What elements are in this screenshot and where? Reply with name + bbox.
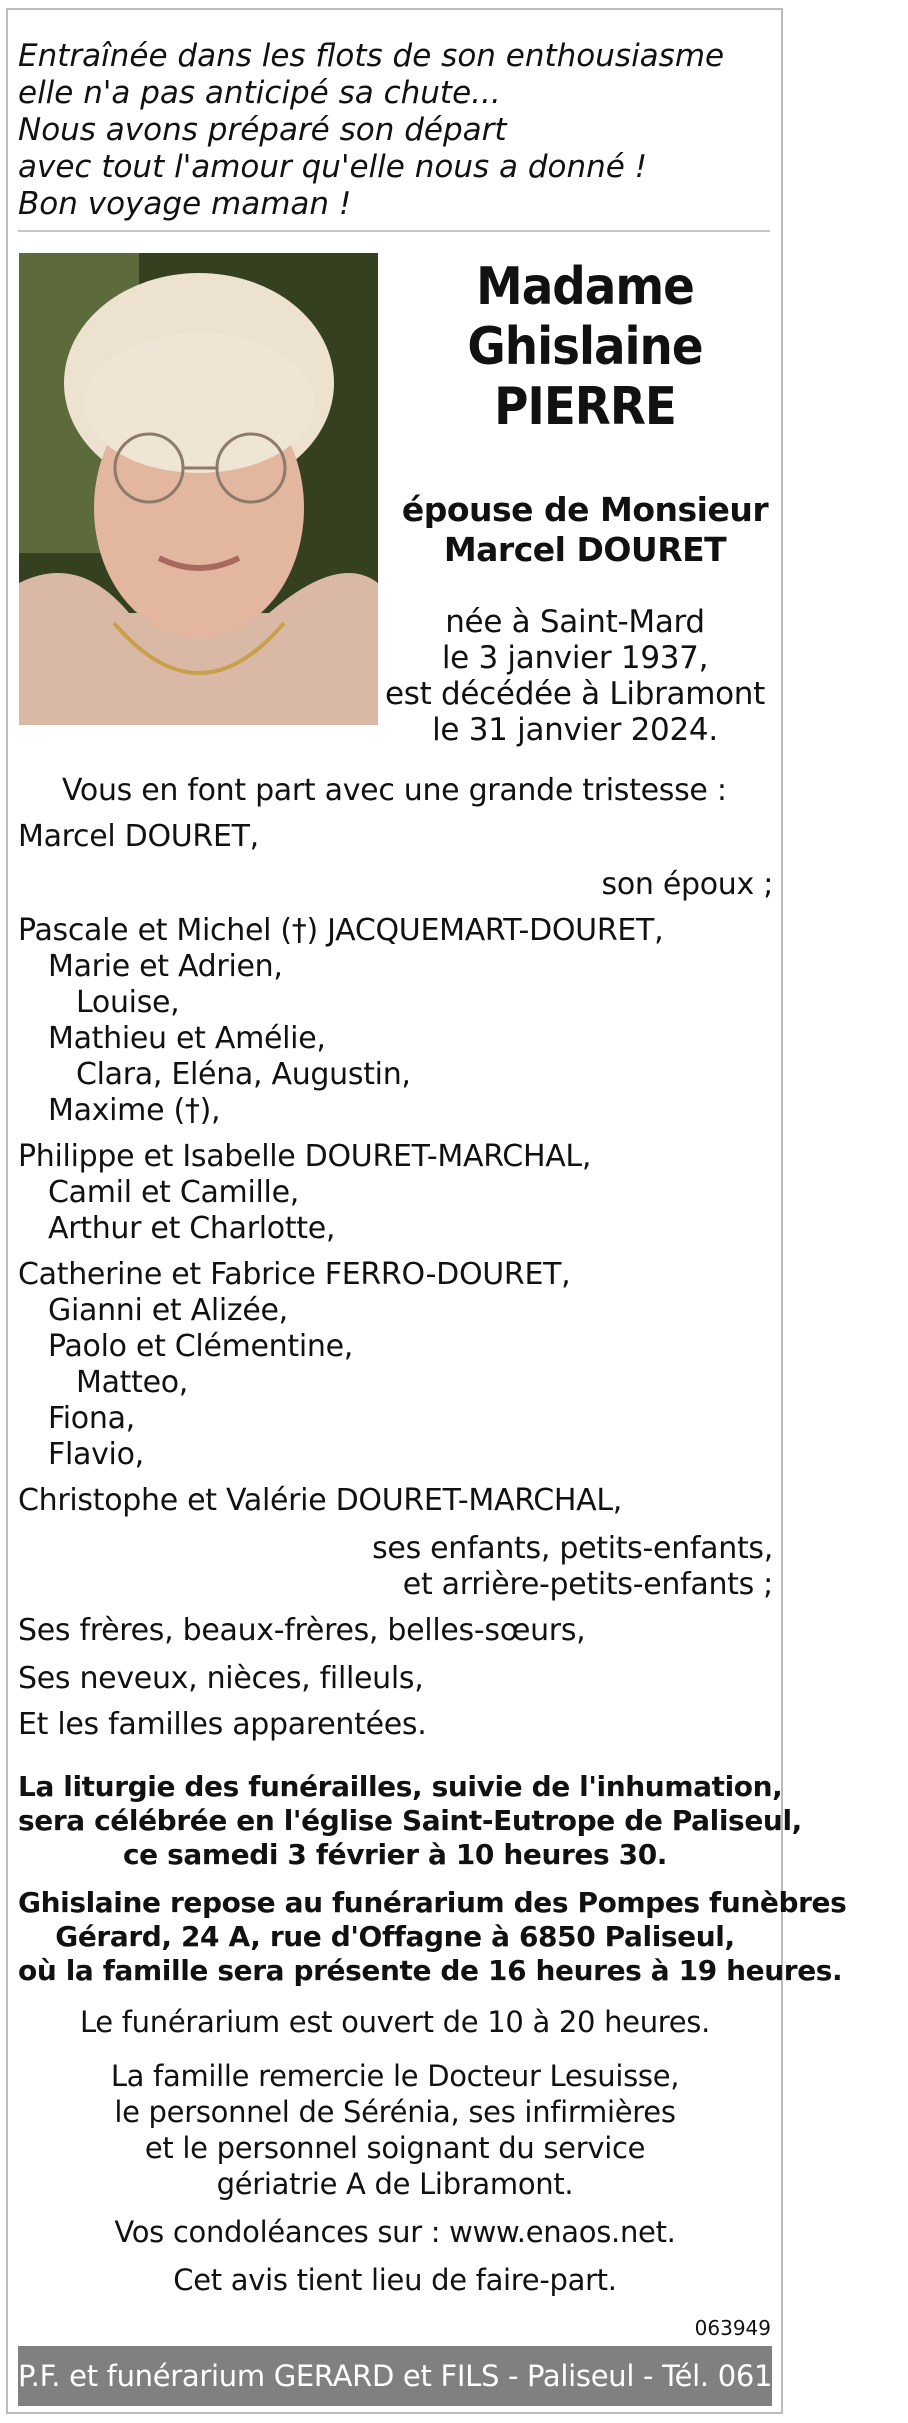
family-member: Arthur et Charlotte, bbox=[48, 1211, 336, 1246]
family-member: Paolo et Clémentine, bbox=[48, 1329, 354, 1364]
family-member: Louise, bbox=[76, 985, 180, 1020]
title: Madame bbox=[476, 257, 694, 317]
family-member: Mathieu et Amélie, bbox=[48, 1021, 326, 1056]
family-member: Camil et Camille, bbox=[48, 1175, 299, 1210]
intro-text: Vous en font part avec une grande tristesse : bbox=[62, 773, 727, 808]
rest-line: Ghislaine repose au funérarium des Pompes funèbres bbox=[18, 1886, 847, 1919]
thanks-line: gériatrie A de Libramont. bbox=[216, 2167, 574, 2201]
thanks-line: le personnel de Sérénia, ses infirmières bbox=[114, 2095, 676, 2129]
thanks-line: La famille remercie le Docteur Lesuisse, bbox=[110, 2059, 680, 2093]
family-member: Gianni et Alizée, bbox=[48, 1293, 288, 1328]
last-name: PIERRE bbox=[494, 377, 676, 437]
divider bbox=[18, 230, 770, 232]
spouse-role: son époux ; bbox=[601, 867, 773, 902]
poem-line: Entraînée dans les flots de son enthousiasme bbox=[18, 38, 725, 74]
birth-death-info bbox=[380, 604, 770, 748]
other-family: Ses frères, beaux-frères, belles-sœurs, bbox=[18, 1613, 586, 1648]
first-name: Ghislaine bbox=[467, 317, 703, 377]
thanks-line: et le personnel soignant du service bbox=[144, 2131, 646, 2165]
family-member: Flavio, bbox=[48, 1437, 144, 1472]
death-place: est décédée à Libramont bbox=[385, 676, 765, 712]
opening-hours: Le funérarium est ouvert de 10 à 20 heures. bbox=[79, 2005, 711, 2039]
other-family: Et les familles apparentées. bbox=[18, 1707, 427, 1742]
family-member: Catherine et Fabrice FERRO-DOURET, bbox=[18, 1257, 571, 1292]
ceremony-line: ce samedi 3 février à 10 heures 30. bbox=[122, 1838, 668, 1871]
ceremony-line: sera célébrée en l'église Saint-Eutrope de Paliseul, bbox=[18, 1804, 802, 1837]
family-member: Maxime (†), bbox=[48, 1093, 221, 1128]
other-family: Ses neveux, nièces, filleuls, bbox=[18, 1661, 424, 1696]
family-member: Marie et Adrien, bbox=[48, 949, 283, 984]
spouse-line: Marcel DOURET bbox=[443, 530, 727, 569]
death-date: le 31 janvier 2024. bbox=[432, 712, 718, 748]
reference-code: 063949 bbox=[694, 2316, 771, 2340]
children-role: ses enfants, petits-enfants, bbox=[372, 1531, 773, 1566]
family-member: Matteo, bbox=[76, 1365, 189, 1400]
rest-line: où la famille sera présente de 16 heures à 19 heures. bbox=[18, 1954, 843, 1987]
poem-line: Bon voyage maman ! bbox=[18, 186, 352, 222]
rest-line: Gérard, 24 A, rue d'Offagne à 6850 Paliseul, bbox=[55, 1920, 735, 1953]
family-member: Philippe et Isabelle DOURET-MARCHAL, bbox=[18, 1139, 592, 1174]
portrait-photo bbox=[19, 253, 378, 725]
family-member: Fiona, bbox=[48, 1401, 135, 1436]
children-role: et arrière-petits-enfants ; bbox=[402, 1567, 773, 1602]
family-member: Clara, Eléna, Augustin, bbox=[76, 1057, 411, 1092]
family-member: Pascale et Michel (†) JACQUEMART-DOURET, bbox=[18, 913, 664, 948]
birth-place: née à Saint-Mard bbox=[445, 604, 705, 640]
ceremony-line: La liturgie des funérailles, suivie de l'inhumation, bbox=[18, 1770, 783, 1803]
poem-line: elle n'a pas anticipé sa chute... bbox=[18, 75, 501, 111]
family-member: Christophe et Valérie DOURET-MARCHAL, bbox=[18, 1483, 623, 1518]
spouse-line: épouse de Monsieur bbox=[401, 490, 769, 529]
faire-part-notice: Cet avis tient lieu de faire-part. bbox=[173, 2263, 617, 2297]
poem-line: Nous avons préparé son départ bbox=[18, 112, 507, 148]
poem-line: avec tout l'amour qu'elle nous a donné ! bbox=[18, 149, 648, 185]
spouse-name: Marcel DOURET, bbox=[18, 819, 259, 854]
funeral-home-banner: P.F. et funérarium GERARD et FILS - Paliseul - Tél. 061 53 32 84 bbox=[18, 2346, 772, 2406]
birth-date: le 3 janvier 1937, bbox=[441, 640, 709, 676]
poem bbox=[18, 38, 758, 223]
condolences-text: Vos condoléances sur : www.enaos.net. bbox=[114, 2215, 676, 2249]
spouse-info bbox=[400, 490, 770, 570]
